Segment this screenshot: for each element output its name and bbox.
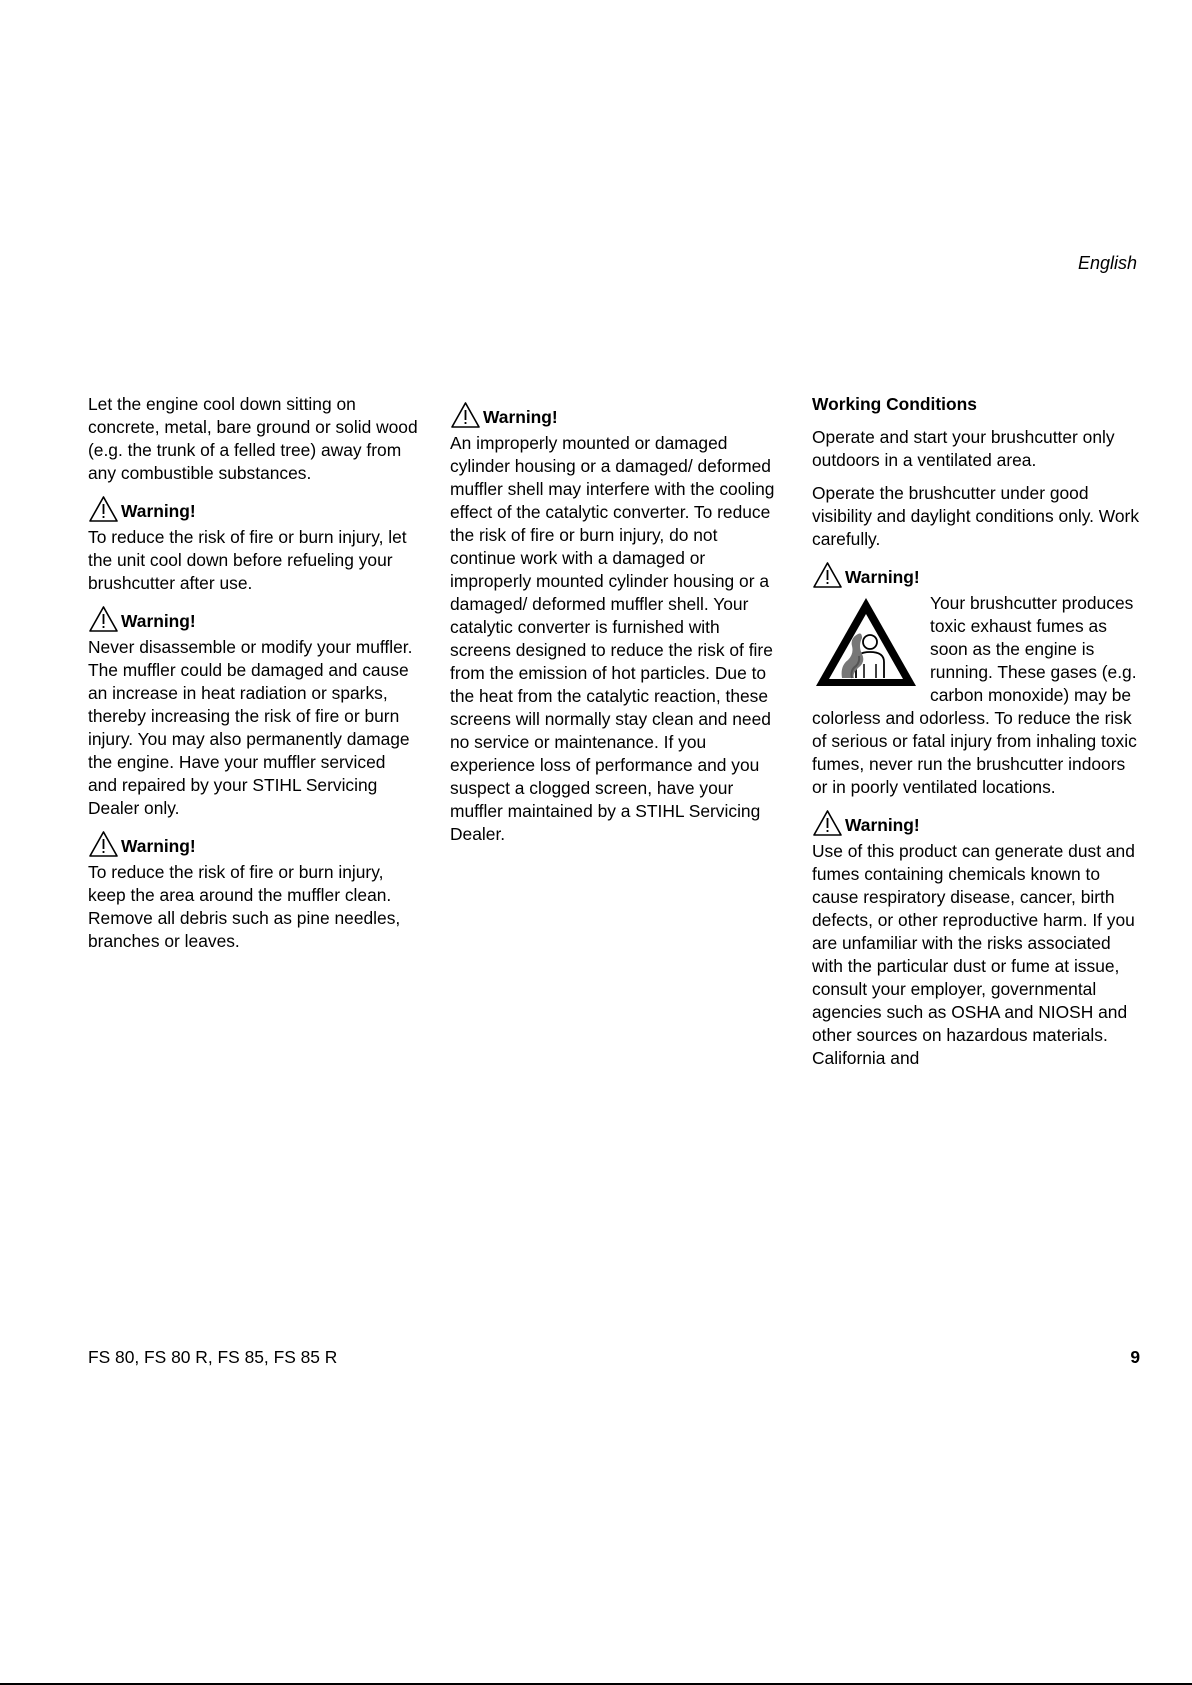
warning-heading <box>812 561 1142 589</box>
paragraph: Operate the brushcutter under good visibility and daylight conditions only. Work carefully. <box>812 483 1140 549</box>
warning-heading <box>450 401 780 429</box>
column-2 <box>450 393 780 856</box>
warning-label: Warning! <box>121 501 196 521</box>
warning-heading <box>88 605 418 633</box>
column-3 <box>812 393 1142 1080</box>
warning-triangle-icon <box>450 401 481 429</box>
section-heading: Working Conditions <box>812 394 977 414</box>
warning-heading <box>88 830 418 858</box>
footer-models: FS 80, FS 80 R, FS 85, FS 85 R <box>88 1347 338 1367</box>
warning-heading <box>88 495 418 523</box>
warning-label: Warning! <box>121 836 196 856</box>
warning-triangle-icon <box>812 561 843 589</box>
warning-label: Warning! <box>483 407 558 427</box>
language-label: English <box>1077 253 1137 273</box>
warning-label: Warning! <box>845 815 920 835</box>
column-1 <box>88 393 418 963</box>
page-number: 9 <box>1130 1347 1140 1367</box>
warning-triangle-icon <box>812 809 843 837</box>
intro-paragraph: Let the engine cool down sitting on concrete, metal, bare ground or solid wood (e.g. the trunk of a felled tree) away from any combustible substances. <box>88 394 418 483</box>
warning-text: To reduce the risk of fire or burn injury, keep the area around the muffler clean. Remove all debris such as pine needles, branches or leaves. <box>88 862 401 951</box>
warning-text: An improperly mounted or damaged cylinder housing or a damaged/ deformed muffler shell may interfere with the cooling effect of the catalytic converter. To reduce the risk of fire or burn injury, do not continue work with a damaged or improperly mounted cylinder housing or a damaged/ deformed muffler shell. Your catalytic converter is furnished with screens designed to reduce the risk of fire from the emission of hot particles. Due to the heat from the catalytic reaction, these screens will normally stay clean and need no service or maintenance. If you experience loss of performance and you suspect a clogged screen, have your muffler maintained by a STIHL Servicing Dealer. <box>450 433 775 844</box>
warning-triangle-icon <box>88 830 119 858</box>
warning-triangle-icon <box>88 495 119 523</box>
warning-label: Warning! <box>845 567 920 587</box>
warning-text: To reduce the risk of fire or burn injury, let the unit cool down before refueling your brushcutter after use. <box>88 527 407 593</box>
warning-text: Never disassemble or modify your muffler. The muffler could be damaged and cause an increase in heat radiation or sparks, thereby increasing the risk of fire or burn injury. You may also permanently damage the engine. Have your muffler serviced and repaired by your STIHL Servicing Dealer only. <box>88 637 413 818</box>
warning-heading <box>812 809 1142 837</box>
toxic-fumes-pictogram-icon <box>812 594 920 694</box>
warning-text: Your brushcutter produces toxic exhaust fumes as soon as the engine is running. These gases (e.g. carbon monoxide) may be colorless and odorless. To reduce the risk of serious or fatal injury from inhaling toxic fumes, never run the brushcutter indoors or in poorly ventilated locations. <box>812 593 1137 797</box>
warning-triangle-icon <box>88 605 119 633</box>
paragraph: Operate and start your brushcutter only outdoors in a ventilated area. <box>812 427 1115 470</box>
warning-label: Warning! <box>121 611 196 631</box>
warning-text: Use of this product can generate dust and fumes containing chemicals known to cause respiratory disease, cancer, birth defects, or other reproductive harm. If you are unfamiliar with the risks associated with the particular dust or fume at issue, consult your employer, governmental agencies such as OSHA and NIOSH and other sources on hazardous materials. California and <box>812 841 1135 1068</box>
